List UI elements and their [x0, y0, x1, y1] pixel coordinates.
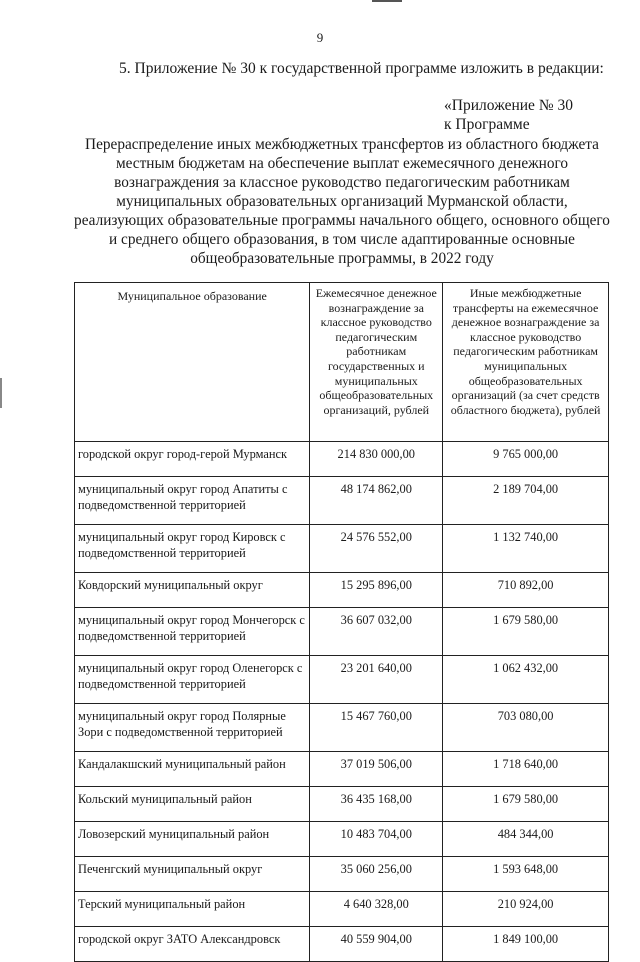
table-body [75, 442, 609, 962]
transfer-cell: 1 679 580,00 [443, 608, 609, 656]
municipality-cell: городской округ город-герой Мурманск [75, 442, 310, 477]
transfer-cell: 1 679 580,00 [443, 787, 609, 822]
municipality-cell: Печенгский муниципальный округ [75, 857, 310, 892]
remuneration-cell: 36 435 168,00 [310, 787, 443, 822]
amendment-intro: 5. Приложение № 30 к государственной программе изложить в редакции: [119, 60, 604, 77]
column-header-interbudget-transfers: Иные межбюджетные трансферты на ежемесячное денежное вознаграждение за классное руководство педагогическим работникам муниципальных общеобразовательных организаций (за счет средств областного бюджета), рублей [443, 283, 609, 442]
annex-line-1: «Приложение № 30 [444, 97, 573, 114]
remuneration-cell: 35 060 256,00 [310, 857, 443, 892]
municipality-cell: Ковдорский муниципальный округ [75, 573, 310, 608]
remuneration-cell: 37 019 506,00 [310, 752, 443, 787]
table-row [75, 704, 609, 752]
remuneration-cell: 48 174 862,00 [310, 477, 443, 525]
column-header-monthly-remuneration: Ежемесячное денежное вознаграждение за классное руководство педагогическим работникам государственных и муниципальных общеобразовательных организаций, рублей [310, 283, 443, 442]
table-row [75, 608, 609, 656]
remuneration-cell: 10 483 704,00 [310, 822, 443, 857]
transfer-cell: 1 062 432,00 [443, 656, 609, 704]
transfers-table [74, 282, 609, 962]
transfer-cell: 210 924,00 [443, 892, 609, 927]
table-row [75, 525, 609, 573]
left-edge-mark [0, 378, 2, 408]
municipality-cell: городской округ ЗАТО Александровск [75, 927, 310, 962]
transfer-cell: 484 344,00 [443, 822, 609, 857]
table-row [75, 442, 609, 477]
table-row [75, 892, 609, 927]
municipality-cell: муниципальный округ город Мончегорск с подведомственной территорией [75, 608, 310, 656]
municipality-cell: муниципальный округ город Оленегорск с подведомственной территорией [75, 656, 310, 704]
transfer-cell: 1 132 740,00 [443, 525, 609, 573]
table-row [75, 573, 609, 608]
remuneration-cell: 214 830 000,00 [310, 442, 443, 477]
municipality-cell: Ловозерский муниципальный район [75, 822, 310, 857]
transfer-cell: 2 189 704,00 [443, 477, 609, 525]
municipality-cell: муниципальный округ город Полярные Зори с подведомственной территорией [75, 704, 310, 752]
table-row [75, 752, 609, 787]
page-number: 9 [316, 30, 324, 45]
remuneration-cell: 24 576 552,00 [310, 525, 443, 573]
column-header-municipality: Муниципальное образование [75, 283, 310, 442]
annex-reference [444, 96, 573, 134]
remuneration-cell: 36 607 032,00 [310, 608, 443, 656]
remuneration-cell: 15 295 896,00 [310, 573, 443, 608]
transfer-cell: 710 892,00 [443, 573, 609, 608]
table-header-row [75, 283, 609, 442]
municipality-cell: Кандалакшский муниципальный район [75, 752, 310, 787]
transfer-cell: 703 080,00 [443, 704, 609, 752]
remuneration-cell: 4 640 328,00 [310, 892, 443, 927]
document-title: Перераспределение иных межбюджетных трансфертов из областного бюджета местным бюджетам на обеспечение выплат ежемесячного денежного вознаграждения за классное руководство педагогическим работникам муниципальных образовательных организаций Мурманской области, реализующих образовательные программы начального общего, основного общего и среднего общего образования, в том числе адаптированные основные общеобразовательные программы, в 2022 году [74, 136, 610, 267]
municipality-cell: муниципальный округ город Апатиты с подведомственной территорией [75, 477, 310, 525]
transfer-cell: 9 765 000,00 [443, 442, 609, 477]
municipality-cell: муниципальный округ город Кировск с подведомственной территорией [75, 525, 310, 573]
transfer-cell: 1 718 640,00 [443, 752, 609, 787]
table-row [75, 787, 609, 822]
municipality-cell: Кольский муниципальный район [75, 787, 310, 822]
table-row [75, 477, 609, 525]
table-row [75, 927, 609, 962]
remuneration-cell: 23 201 640,00 [310, 656, 443, 704]
transfer-cell: 1 849 100,00 [443, 927, 609, 962]
table-row [75, 656, 609, 704]
table-row [75, 822, 609, 857]
transfer-cell: 1 593 648,00 [443, 857, 609, 892]
table-row [75, 857, 609, 892]
municipality-cell: Терский муниципальный район [75, 892, 310, 927]
remuneration-cell: 15 467 760,00 [310, 704, 443, 752]
remuneration-cell: 40 559 904,00 [310, 927, 443, 962]
top-edge-mark [372, 0, 402, 2]
annex-line-2: к Программе [444, 116, 530, 133]
